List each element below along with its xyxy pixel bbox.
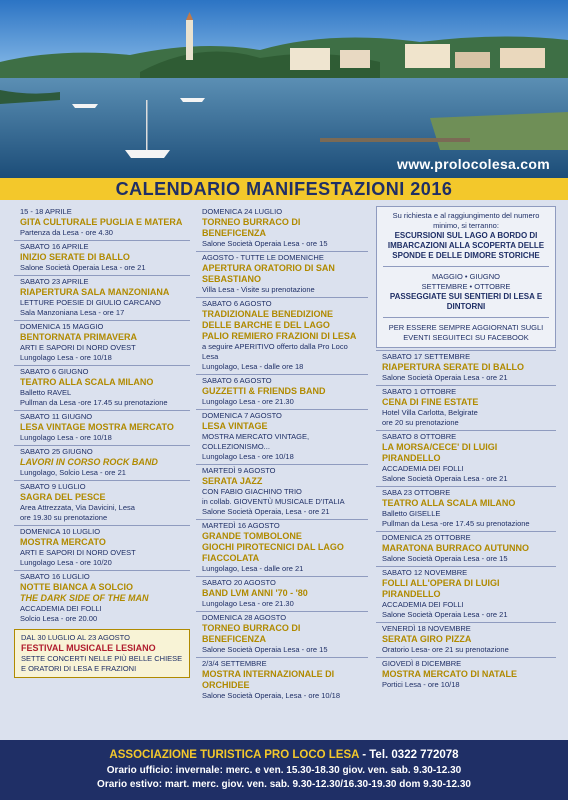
event-date: SABATO 16 LUGLIO — [20, 572, 90, 581]
event-date: SABATO 8 OTTOBRE — [382, 432, 457, 441]
event-title: SERATA GIRO PIZZA — [382, 634, 472, 644]
event-subtitle: GIOCHI PIROTECNICI DAL LAGO — [202, 542, 344, 552]
event-date: MARTEDÌ 9 AGOSTO — [202, 466, 276, 475]
event-detail: ACCADEMIA DEI FOLLI — [382, 464, 464, 473]
event-detail: ARTI E SAPORI DI NORD OVEST — [20, 548, 136, 557]
event-title: LESA VINTAGE MOSTRA MERCATO — [20, 422, 174, 432]
event-item — [376, 430, 556, 486]
event-info: Salone Società Operaia Lesa - ore 21 — [382, 474, 508, 483]
event-title: APERTURA ORATORIO DI SAN SEBASTIANO — [202, 263, 335, 284]
calendar-column-2 — [196, 206, 368, 703]
event-date: 15 - 18 APRILE — [20, 207, 72, 216]
event-info: ore 19.30 su prenotazione — [20, 513, 108, 522]
event-date: AGOSTO - TUTTE LE DOMENICHE — [202, 253, 324, 262]
page-title: CALENDARIO MANIFESTAZIONI 2016 — [115, 179, 453, 199]
event-title: NOTTE BIANCA A SOLCIO — [20, 582, 133, 592]
event-item — [14, 275, 190, 320]
event-item — [196, 251, 368, 297]
footer-association — [0, 740, 568, 764]
event-item — [14, 525, 190, 570]
event-date: DOMENICA 15 MAGGIO — [20, 322, 104, 331]
event-date: DOMENICA 24 LUGLIO — [202, 207, 283, 216]
event-subtitle: FIACCOLATA — [202, 553, 260, 563]
info-divider — [383, 266, 549, 267]
event-item — [376, 622, 556, 657]
event-title: FOLLI ALL'OPERA DI LUIGI PIRANDELLO — [382, 578, 500, 599]
event-item — [196, 611, 368, 657]
calendar-content — [0, 200, 568, 740]
event-item — [14, 570, 190, 626]
event-title: SAGRA DEL PESCE — [20, 492, 106, 502]
event-detail: Balletto RAVEL — [20, 388, 72, 397]
event-date: 2/3/4 SETTEMBRE — [202, 659, 267, 668]
event-date: SABATO 20 AGOSTO — [202, 578, 276, 587]
event-detail: Hotel Villa Carlotta, Belgirate — [382, 408, 478, 417]
event-detail: ACCADEMIA DEI FOLLI — [20, 604, 102, 613]
office-hours: Orario ufficio: invernale: merc. e ven. 15.30-18.30 giov. ven. sab. 9.30-12.30 — [106, 765, 462, 776]
event-title: MOSTRA MERCATO DI NATALE — [382, 669, 517, 679]
event-title: TORNEO BURRACO DI BENEFICENZA — [202, 217, 301, 238]
event-info: ore 20 su prenotazione — [382, 418, 459, 427]
event-date: DOMENICA 25 OTTOBRE — [382, 533, 471, 542]
festival-detail: SETTE CONCERTI NELLE PIÙ BELLE CHIESE — [21, 654, 183, 663]
event-info: Salone Società Operaia Lesa - ore 15 — [382, 554, 508, 563]
website-url[interactable]: www.prolocolesa.com — [397, 156, 550, 172]
event-date: SABATO 17 SETTEMBRE — [382, 352, 471, 361]
info-intro: Su richiesta e al raggiungimento del numero minimo, si terranno: — [392, 211, 540, 230]
event-date: DOMENICA 7 AGOSTO — [202, 411, 282, 420]
event-date: VENERDÌ 18 NOVEMBRE — [382, 624, 471, 633]
event-date: SABATO 6 AGOSTO — [202, 299, 272, 308]
event-info: Pullman da Lesa -ore 17.45 su prenotazione — [20, 398, 168, 407]
event-title: GITA CULTURALE PUGLIA E MATERA — [20, 217, 183, 227]
event-info: Salone Società Operaia, Lesa - ore 21 — [202, 507, 330, 516]
event-date: SABATO 1 OTTOBRE — [382, 387, 457, 396]
event-info: Salone Società Operaia Lesa - ore 15 — [202, 239, 328, 248]
event-info: Lungolago Lesa - ore 10/18 — [202, 452, 294, 461]
event-title: RIAPERTURA SERATE DI BALLO — [382, 362, 525, 372]
festival-title: FESTIVAL MUSICALE LESIANO — [21, 643, 156, 653]
event-item — [14, 206, 190, 240]
event-info: Salone Società Operaia Lesa - ore 21 — [382, 610, 508, 619]
event-date: DOMENICA 10 LUGLIO — [20, 527, 101, 536]
info-walks: PASSEGGIATE SUI SENTIERI DI LESA E DINTORNI — [389, 292, 543, 311]
calendar-column-3 — [376, 206, 556, 692]
event-item — [196, 374, 368, 409]
event-title: TEATRO ALLA SCALA MILANO — [382, 498, 516, 508]
lake-photo — [0, 0, 568, 178]
event-date: SABATO 16 APRILE — [20, 242, 89, 251]
info-divider — [383, 317, 549, 318]
event-title: BENTORNATA PRIMAVERA — [20, 332, 137, 342]
event-item — [376, 350, 556, 385]
event-item — [14, 445, 190, 480]
footer — [0, 740, 568, 800]
event-title: CENA DI FINE ESTATE — [382, 397, 479, 407]
info-follow-facebook[interactable]: PER ESSERE SEMPRE AGGIORNATI SUGLI EVENTI SEGUITECI SU FACEBOOK — [388, 323, 544, 342]
title-band — [0, 178, 568, 200]
event-date: SABATO 6 GIUGNO — [20, 367, 89, 376]
event-info: Sala Manzoniana Lesa - ore 17 — [20, 308, 125, 317]
event-info: Lungolago Lesa - ore 21.30 — [202, 599, 294, 608]
event-date: SABATO 23 APRILE — [20, 277, 89, 286]
event-title: GRANDE TOMBOLONE — [202, 531, 302, 541]
event-title: MARATONA BURRACO AUTUNNO — [382, 543, 529, 553]
event-detail: a seguire APERITIVO offerto dalla Pro Loco Lesa — [202, 342, 348, 361]
event-title: SERATA JAZZ — [202, 476, 263, 486]
event-info: Salone Società Operaia Lesa - ore 21 — [382, 373, 508, 382]
info-tours: ESCURSIONI SUL LAGO A BORDO DI IMBARCAZIONI ALLA SCOPERTA DELLE SPONDE E DELLE DIMORE STORICHE — [387, 231, 545, 260]
event-info: Lungolago, Lesa - dalle ore 18 — [202, 362, 304, 371]
event-item — [14, 240, 190, 275]
event-info: Oratorio Lesa- ore 21 su prenotazione — [382, 645, 509, 654]
event-detail: in collab. GIOVENTÙ MUSICALE D'ITALIA — [202, 497, 345, 506]
association-name: ASSOCIAZIONE TURISTICA PRO LOCO LESA — [109, 749, 360, 761]
event-item — [376, 385, 556, 430]
event-item — [196, 657, 368, 703]
lake-landscape-illustration — [0, 0, 568, 178]
event-info: Lungolago Lesa - ore 10/20 — [20, 558, 112, 567]
event-date: GIOVEDÌ 8 DICEMBRE — [382, 659, 462, 668]
event-info: Salone Società Operaia Lesa - ore 21 — [20, 263, 146, 272]
event-title: TEATRO ALLA SCALA MILANO — [20, 377, 154, 387]
event-title: MOSTRA MERCATO — [20, 537, 106, 547]
event-subtitle: PALIO REMIERO FRAZIONI DI LESA — [202, 331, 357, 341]
event-info: Portici Lesa - ore 10/18 — [382, 680, 460, 689]
event-item — [196, 409, 368, 464]
event-date: SABATO 12 NOVEMBRE — [382, 568, 468, 577]
festival-date: DAL 30 LUGLIO AL 23 AGOSTO — [21, 633, 130, 642]
info-months: SETTEMBRE • OTTOBRE — [421, 282, 511, 291]
event-item — [14, 410, 190, 445]
event-detail: LETTURE POESIE DI GIULIO CARCANO — [20, 298, 161, 307]
event-date: MARTEDÌ 16 AGOSTO — [202, 521, 280, 530]
calendar-column-1 — [14, 206, 190, 678]
event-info: Lungolago Lesa - ore 10/18 — [20, 353, 112, 362]
event-item — [196, 297, 368, 374]
event-title: INIZIO SERATE DI BALLO — [20, 252, 130, 262]
event-item — [14, 320, 190, 365]
event-info: Lungolago Lesa - ore 10/18 — [20, 433, 112, 442]
event-info: Pullman da Lesa -ore 17.45 su prenotazione — [382, 519, 530, 528]
event-date: SABATO 25 GIUGNO — [20, 447, 93, 456]
event-title: TORNEO BURRACO DI BENEFICENZA — [202, 623, 301, 644]
event-item — [196, 519, 368, 576]
event-detail: MOSTRA MERCATO VINTAGE, COLLEZIONISMO... — [202, 432, 310, 451]
event-item — [376, 566, 556, 622]
event-detail: ARTI E SAPORI DI NORD OVEST — [20, 343, 136, 352]
event-info: Villa Lesa - Visite su prenotazione — [202, 285, 315, 294]
event-info: Lungolago, Lesa - dalle ore 21 — [202, 564, 304, 573]
event-info: Salone Società Operaia, Lesa - ore 10/18 — [202, 691, 341, 700]
event-item — [376, 657, 556, 692]
info-box — [376, 206, 556, 348]
event-title: TRADIZIONALE BENEDIZIONE DELLE BARCHE E DEL LAGO — [202, 309, 334, 330]
event-date: DOMENICA 28 AGOSTO — [202, 613, 287, 622]
event-info: Partenza da Lesa - ore 4.30 — [20, 228, 113, 237]
event-info: Lungolago Lesa - ore 21.30 — [202, 397, 294, 406]
event-detail: ACCADEMIA DEI FOLLI — [382, 600, 464, 609]
event-item — [14, 365, 190, 410]
festival-detail: E ORATORI DI LESA E FRAZIONI — [21, 664, 137, 673]
event-title: MOSTRA INTERNAZIONALE DI ORCHIDEE — [202, 669, 335, 690]
event-detail: CON FABIO GIACHINO TRIO — [202, 487, 302, 496]
event-title: RIAPERTURA SALA MANZONIANA — [20, 287, 170, 297]
event-item — [196, 206, 368, 251]
event-info: Solcio Lesa - ore 20.00 — [20, 614, 98, 623]
event-info: Lungolago, Solcio Lesa - ore 21 — [20, 468, 126, 477]
event-detail: Area Attrezzata, Via Davicini, Lesa — [20, 503, 135, 512]
event-info: Salone Società Operaia Lesa - ore 15 — [202, 645, 328, 654]
event-date: SABA 23 OTTOBRE — [382, 488, 451, 497]
event-item — [196, 576, 368, 611]
event-item — [376, 486, 556, 531]
event-item — [196, 464, 368, 519]
event-item — [376, 531, 556, 566]
event-date: SABATO 11 GIUGNO — [20, 412, 93, 421]
event-subtitle: THE DARK SIDE OF THE MAN — [20, 593, 149, 603]
event-date: SABATO 9 LUGLIO — [20, 482, 86, 491]
event-date: SABATO 6 AGOSTO — [202, 376, 272, 385]
event-item — [14, 480, 190, 525]
event-title: LA MORSA/CECE' DI LUIGI PIRANDELLO — [382, 442, 498, 463]
summer-hours: Orario estivo: mart. merc. giov. ven. sab. 9.30-12.30/16.30-19.30 dom 9.30-12.30 — [97, 779, 471, 790]
event-title: LAVORI IN CORSO ROCK BAND — [20, 457, 158, 467]
phone-number[interactable]: - Tel. 0322 772078 — [359, 749, 459, 761]
festival-highlight-box — [14, 629, 190, 678]
event-detail: Balletto GISELLE — [382, 509, 441, 518]
info-months: MAGGIO • GIUGNO — [431, 272, 501, 281]
event-title: GUZZETTI & FRIENDS BAND — [202, 386, 326, 396]
event-title: BAND LVM ANNI '70 - '80 — [202, 588, 308, 598]
event-title: LESA VINTAGE — [202, 421, 268, 431]
